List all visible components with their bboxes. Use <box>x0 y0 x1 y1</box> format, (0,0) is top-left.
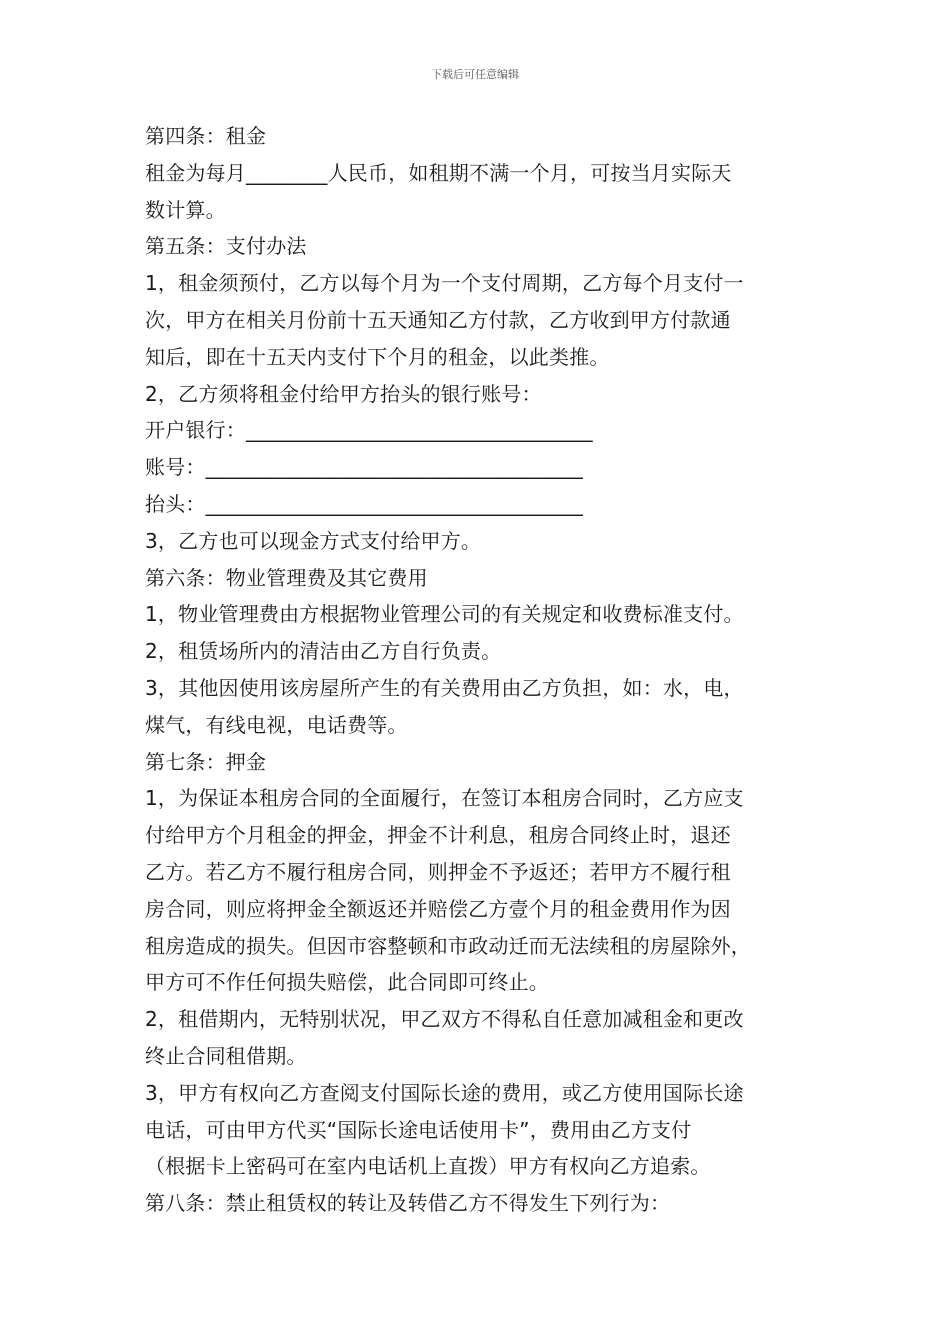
text-line: 1，物业管理费由方根据物业管理公司的有关规定和收费标准支付。 <box>145 602 744 627</box>
header-note: 下载后可任意编辑 <box>431 68 519 81</box>
text-line: 3，乙方也可以现金方式支付给甲方。 <box>145 528 482 553</box>
text-line: 煤气，有线电视，电话费等。 <box>145 712 408 737</box>
document-body <box>145 118 835 1222</box>
article-6-heading: 第六条：物业管理费及其它费用 <box>145 565 428 590</box>
text-line: 付给甲方个月租金的押金，押金不计利息，租房合同终止时，退还 <box>145 823 731 848</box>
text-line: 3，甲方有权向乙方查阅支付国际长途的费用，或乙方使用国际长途 <box>145 1080 744 1105</box>
text-line: 知后，即在十五天内支付下个月的租金，以此类推。 <box>145 344 610 369</box>
text-line: 数计算。 <box>145 197 226 222</box>
text-line: 1，租金须预付，乙方以每个月为一个支付周期，乙方每个月支付一 <box>145 271 744 296</box>
account-field: 账号：_____________________________________ <box>145 455 583 480</box>
article-8-heading: 第八条：禁止租赁权的转让及转借乙方不得发生下列行为： <box>145 1191 671 1216</box>
bank-field: 开户银行：__________________________________ <box>145 418 593 443</box>
text-line: 租房造成的损失。但因市容整顿和市政动迁而无法续租的房屋除外， <box>145 933 751 958</box>
payee-field: 抬头：_____________________________________ <box>145 491 583 516</box>
text-line: 租金为每月________人民币，如租期不满一个月，可按当月实际天 <box>145 160 732 185</box>
text-line: 1，为保证本租房合同的全面履行，在签订本租房合同时，乙方应支 <box>145 786 744 811</box>
text-line: 乙方。若乙方不履行租房合同，则押金不予返还；若甲方不履行租 <box>145 859 731 884</box>
article-7-heading: 第七条：押金 <box>145 749 267 774</box>
text-line: 2，租借期内，无特别状况，甲乙双方不得私自任意加减租金和更改 <box>145 1007 744 1032</box>
text-line: 3，其他因使用该房屋所产生的有关费用由乙方负担，如：水，电， <box>145 675 744 700</box>
text-line: 电话，可由甲方代买“国际长途电话使用卡”，费用由乙方支付 <box>145 1117 692 1142</box>
text-line: 甲方可不作任何损失赔偿，此合同即可终止。 <box>145 970 549 995</box>
article-4-heading: 第四条：租金 <box>145 124 267 148</box>
text-line: 次，甲方在相关月份前十五天通知乙方付款，乙方收到甲方付款通 <box>145 307 731 332</box>
text-line: （根据卡上密码可在室内电话机上直拨）甲方有权向乙方追索。 <box>145 1154 711 1179</box>
text-line: 终止合同租借期。 <box>145 1043 307 1068</box>
text-line: 2，乙方须将租金付给甲方抬头的银行账号： <box>145 381 542 406</box>
text-line: 2，租赁场所内的清洁由乙方自行负责。 <box>145 639 502 664</box>
text-line: 房合同，则应将押金全额返还并赔偿乙方壹个月的租金费用作为因 <box>145 896 731 921</box>
article-5-heading: 第五条：支付办法 <box>145 234 307 259</box>
